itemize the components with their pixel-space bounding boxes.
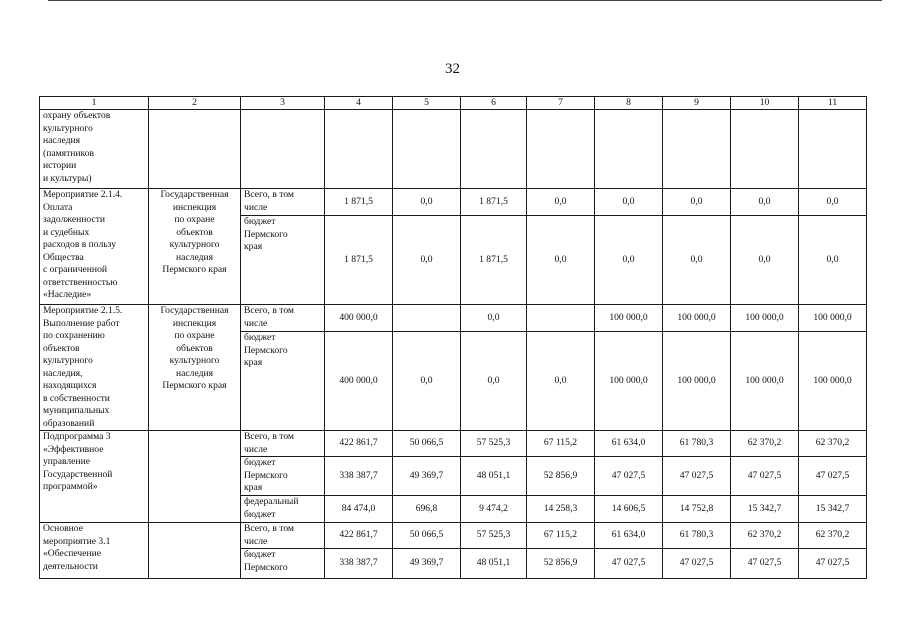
text-line: Подпрограмма 3 <box>43 431 111 442</box>
value-cell: 47 027,5 <box>799 457 867 496</box>
text-line: мероприятие 3.1 <box>43 535 111 547</box>
value-cell: 15 342,7 <box>731 496 799 523</box>
text-line: бюджет <box>244 508 276 520</box>
value-cell: 0,0 <box>731 189 799 216</box>
text-line: по охране <box>174 214 215 225</box>
value-cell: 67 115,2 <box>527 431 595 457</box>
header-cell: 7 <box>527 97 595 110</box>
value-cell: 47 027,5 <box>595 457 663 496</box>
value-cell: 0,0 <box>663 189 731 216</box>
value-cell: 67 115,2 <box>527 523 595 549</box>
text-line: Оплата <box>43 201 73 213</box>
header-cell: 4 <box>325 97 393 110</box>
value-cell: 0,0 <box>527 216 595 305</box>
header-cell: 8 <box>595 97 663 110</box>
value-cell: 61 780,3 <box>663 523 731 549</box>
text-line: инспекция <box>172 201 217 213</box>
empty-cell <box>241 110 325 189</box>
item-name-cell <box>40 305 149 431</box>
value-cell: 0,0 <box>595 216 663 305</box>
text-line: Основное <box>43 523 83 534</box>
value-cell: 100 000,0 <box>799 305 867 332</box>
text-line: Государственной <box>43 468 113 480</box>
text-line: охрану объектов <box>43 110 111 121</box>
text-line: края <box>244 357 263 369</box>
text-line: расходов в пользу <box>43 239 117 250</box>
empty-cell <box>325 110 393 189</box>
text-line: бюджет <box>244 457 276 468</box>
table-row <box>40 110 867 189</box>
value-cell: 400 000,0 <box>325 305 393 332</box>
empty-cell <box>663 110 731 189</box>
empty-cell <box>527 110 595 189</box>
value-cell: 61 780,3 <box>663 431 731 457</box>
funding-source-cell <box>241 189 325 216</box>
header-cell: 9 <box>663 97 731 110</box>
text-line: наследия <box>176 367 213 379</box>
funding-source-cell <box>241 216 325 305</box>
value-cell: 100 000,0 <box>799 332 867 431</box>
value-cell <box>393 305 461 332</box>
value-cell: 100 000,0 <box>731 305 799 332</box>
text-line: Государственная <box>160 189 229 200</box>
text-line: (памятников <box>43 147 95 159</box>
value-cell: 100 000,0 <box>663 332 731 431</box>
text-line: наследия, <box>43 367 83 379</box>
text-line: Выполнение работ <box>43 317 120 329</box>
table-row <box>40 305 867 332</box>
text-line: в собственности <box>43 392 110 404</box>
header-cell: 10 <box>731 97 799 110</box>
table-body <box>40 97 867 579</box>
text-line: объектов <box>176 226 213 238</box>
text-line: бюджет <box>244 216 276 227</box>
text-line: Государственная <box>160 305 229 316</box>
value-cell: 62 370,2 <box>799 431 867 457</box>
value-cell: 50 066,5 <box>393 523 461 549</box>
funding-source-cell <box>241 305 325 332</box>
empty-cell <box>731 110 799 189</box>
text-line: инспекция <box>172 317 217 329</box>
text-line: муниципальных <box>43 405 110 416</box>
value-cell: 15 342,7 <box>799 496 867 523</box>
value-cell: 14 258,3 <box>527 496 595 523</box>
value-cell: 1 871,5 <box>461 216 527 305</box>
text-line: деятельности <box>43 560 98 572</box>
value-cell: 49 369,7 <box>393 457 461 496</box>
value-cell: 61 634,0 <box>595 523 663 549</box>
value-cell: 0,0 <box>461 305 527 332</box>
funding-source-cell <box>241 549 325 579</box>
text-line: Пермского <box>244 469 288 481</box>
budget-table <box>39 96 867 579</box>
page-number: 32 <box>445 61 460 77</box>
text-line: Общества <box>43 251 84 263</box>
value-cell: 47 027,5 <box>799 549 867 579</box>
text-line: числе <box>244 201 268 213</box>
value-cell: 48 051,1 <box>461 457 527 496</box>
funding-source-cell <box>241 523 325 549</box>
text-line: бюджет <box>244 332 276 344</box>
text-line: Пермского <box>244 228 288 240</box>
text-line: с ограниченной <box>43 264 107 275</box>
empty-cell <box>149 110 241 189</box>
text-line: Всего, в том <box>244 431 295 442</box>
value-cell: 0,0 <box>461 332 527 431</box>
value-cell: 62 370,2 <box>799 523 867 549</box>
value-cell: 47 027,5 <box>731 457 799 496</box>
value-cell: 1 871,5 <box>461 189 527 216</box>
text-line: числе <box>244 443 268 455</box>
value-cell: 0,0 <box>799 216 867 305</box>
value-cell: 100 000,0 <box>595 305 663 332</box>
text-line: наследия <box>43 135 80 146</box>
value-cell: 47 027,5 <box>731 549 799 579</box>
item-name-cell <box>40 431 149 523</box>
value-cell: 0,0 <box>393 332 461 431</box>
value-cell: 48 051,1 <box>461 549 527 579</box>
text-line: программой» <box>43 481 98 492</box>
value-cell: 422 861,7 <box>325 523 393 549</box>
table-row <box>40 431 867 457</box>
value-cell: 100 000,0 <box>595 332 663 431</box>
text-line: Пермского края <box>162 380 227 391</box>
value-cell <box>527 305 595 332</box>
text-line: Пермского края <box>162 264 227 275</box>
text-line: и судебных <box>43 226 90 238</box>
empty-cell <box>393 110 461 189</box>
value-cell: 62 370,2 <box>731 523 799 549</box>
text-line: федеральный <box>244 496 299 507</box>
value-cell: 57 525,3 <box>461 523 527 549</box>
value-cell: 0,0 <box>527 332 595 431</box>
value-cell: 696,8 <box>393 496 461 523</box>
text-line: задолженности <box>43 214 106 225</box>
text-line: Пермского <box>244 344 288 356</box>
text-line: культурного <box>43 122 93 134</box>
text-line: истории <box>43 160 77 171</box>
header-cell: 3 <box>241 97 325 110</box>
text-line: наследия <box>176 251 213 263</box>
text-line: Мероприятие 2.1.4. <box>43 189 123 200</box>
value-cell: 422 861,7 <box>325 431 393 457</box>
text-line: объектов <box>43 342 80 354</box>
header-cell: 6 <box>461 97 527 110</box>
funding-source-cell <box>241 332 325 431</box>
value-cell: 47 027,5 <box>595 549 663 579</box>
executor-cell <box>149 189 241 305</box>
value-cell: 0,0 <box>393 216 461 305</box>
item-name-cell <box>40 189 149 305</box>
text-line: Мероприятие 2.1.5. <box>43 305 123 316</box>
executor-cell <box>149 523 241 579</box>
header-cell: 2 <box>149 97 241 110</box>
value-cell: 0,0 <box>527 189 595 216</box>
executor-cell <box>149 305 241 431</box>
value-cell: 100 000,0 <box>663 305 731 332</box>
value-cell: 14 606,5 <box>595 496 663 523</box>
value-cell: 52 856,9 <box>527 457 595 496</box>
text-line: и культуры) <box>43 172 92 184</box>
value-cell: 61 634,0 <box>595 431 663 457</box>
value-cell: 9 474,2 <box>461 496 527 523</box>
value-cell: 49 369,7 <box>393 549 461 579</box>
table-row <box>40 523 867 549</box>
value-cell: 1 871,5 <box>325 189 393 216</box>
text-line: по сохранению <box>43 330 105 341</box>
text-line: управление <box>43 456 90 467</box>
text-line: культурного <box>43 355 93 366</box>
header-cell: 11 <box>799 97 867 110</box>
text-line: ответственностью <box>43 276 118 288</box>
item-name-cell <box>40 523 149 579</box>
value-cell: 57 525,3 <box>461 431 527 457</box>
text-line: Пермского <box>244 561 288 573</box>
empty-cell <box>595 110 663 189</box>
funding-source-cell <box>241 431 325 457</box>
text-line: «Обеспечение <box>43 548 101 559</box>
value-cell: 400 000,0 <box>325 332 393 431</box>
value-cell: 338 387,7 <box>325 457 393 496</box>
value-cell: 100 000,0 <box>731 332 799 431</box>
table-row <box>40 189 867 216</box>
value-cell: 50 066,5 <box>393 431 461 457</box>
executor-cell <box>149 431 241 523</box>
value-cell: 0,0 <box>393 189 461 216</box>
value-cell: 338 387,7 <box>325 549 393 579</box>
header-cell: 5 <box>393 97 461 110</box>
value-cell: 0,0 <box>663 216 731 305</box>
text-line: «Наследие» <box>43 289 92 300</box>
value-cell: 0,0 <box>799 189 867 216</box>
text-line: Всего, в том <box>244 523 295 534</box>
text-line: объектов <box>176 342 213 354</box>
text-line: культурного <box>169 239 220 250</box>
value-cell: 1 871,5 <box>325 216 393 305</box>
text-line: Всего, в том <box>244 189 295 200</box>
funding-source-cell <box>241 457 325 496</box>
text-line: бюджет <box>244 549 276 560</box>
text-line: Всего, в том <box>244 305 295 316</box>
value-cell: 0,0 <box>731 216 799 305</box>
empty-cell <box>799 110 867 189</box>
text-line: образований <box>43 417 95 429</box>
empty-cell <box>461 110 527 189</box>
item-name-cell <box>40 110 149 189</box>
text-line: края <box>244 241 263 252</box>
value-cell: 52 856,9 <box>527 549 595 579</box>
value-cell: 47 027,5 <box>663 549 731 579</box>
text-line: числе <box>244 535 268 547</box>
text-line: «Эффективное <box>43 443 104 455</box>
header-row <box>40 97 867 110</box>
text-line: края <box>244 482 263 493</box>
value-cell: 47 027,5 <box>663 457 731 496</box>
value-cell: 14 752,8 <box>663 496 731 523</box>
funding-source-cell <box>241 496 325 523</box>
text-line: культурного <box>169 355 220 366</box>
value-cell: 0,0 <box>595 189 663 216</box>
value-cell: 62 370,2 <box>731 431 799 457</box>
text-line: по охране <box>174 330 215 341</box>
top-edge-line <box>48 0 882 1</box>
header-cell: 1 <box>40 97 149 110</box>
text-line: числе <box>244 317 268 329</box>
text-line: находящихся <box>43 380 97 391</box>
value-cell: 84 474,0 <box>325 496 393 523</box>
